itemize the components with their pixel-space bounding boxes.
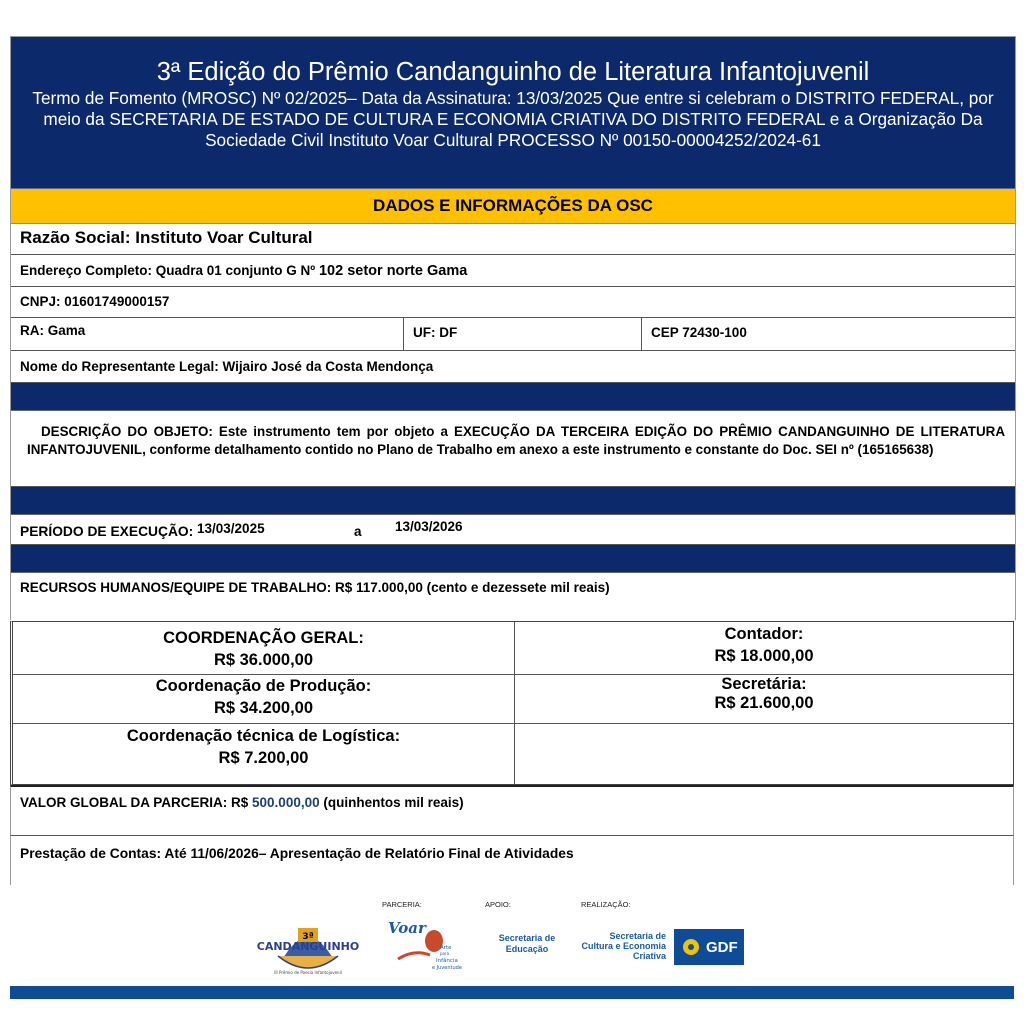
contador-valor: R$ 18.000,00 (714, 647, 814, 665)
voar-cape (398, 953, 430, 959)
gdf-flower-icon (676, 932, 706, 962)
secretaria-valor: R$ 21.600,00 (714, 694, 814, 712)
contador-label: Contador: (724, 625, 804, 643)
divider-bar (11, 383, 1015, 411)
periodo-fim: 13/03/2026 (395, 519, 463, 534)
valor-extenso: (quinhentos mil reais) (323, 795, 464, 810)
representante-legal: Nome do Representante Legal: Wijairo José da Costa Mendonça (11, 351, 1015, 383)
document-header (11, 37, 1015, 189)
document-title: 3ª Edição do Prêmio Candanguinho de Literatura Infantojuvenil (156, 58, 870, 86)
cell-coord-producao (13, 675, 515, 724)
endereco-rest: 102 setor norte Gama (318, 263, 468, 279)
voar-logo (384, 915, 464, 973)
divider-bar (11, 487, 1015, 515)
realizacao-label: REALIZAÇÃO: (581, 900, 631, 909)
recursos-humanos: RECURSOS HUMANOS/EQUIPE DE TRABALHO: R$ 117.000,00 (cento e dezessete mil reais) (20, 580, 610, 595)
document-subtitle: Termo de Fomento (MROSC) Nº 02/2025– Data da Assinatura: 13/03/2025 Que entre si celebram o DISTRITO FEDERAL, por meio da SECRETARIA DE ESTADO DE CULTURA E ECONOMIA CRIATIVA DO DISTRITO FEDERAL e a Organização Da Sociedade Civil Instituto Voar Cultural PROCESSO Nº 00150-00004252/2024-61 (32, 88, 994, 150)
ra: RA: Gama (11, 318, 404, 350)
descricao-text: DESCRIÇÃO DO OBJETO: Este instrumento tem por objeto a EXECUÇÃO DA TERCEIRA EDIÇÃO DO PRÊMIO CANDANGUINHO DE LITERATURA INFANTOJUVENIL, conforme detalhamento contido no Plano de Trabalho em anexo a este instrumento e constante do Doc. SEI nº (165165638) (27, 424, 1005, 457)
candanguinho-logo (254, 910, 362, 976)
logo-cand-sub: III Prêmio de Poesia Infantojuvenil (274, 970, 342, 975)
uf: UF: DF (404, 318, 642, 350)
periodo-inicio: 13/03/2025 (197, 521, 265, 536)
section-title: DADOS E INFORMAÇÕES DA OSC (11, 189, 1015, 224)
endereco-label: Endereço Completo: Quadra 01 conjunto G Nº (20, 263, 316, 278)
logo-base (278, 956, 338, 968)
cell-secretaria (515, 675, 1013, 724)
periodo-execucao (11, 515, 1015, 545)
coord-logistica-valor: R$ 7.200,00 (218, 749, 309, 767)
ra-uf-cep-row (11, 318, 1015, 351)
voar-sub3: Infância (436, 958, 458, 964)
voar-sub4: e Juventude (432, 965, 462, 971)
equipe-table (10, 621, 1014, 785)
secretaria-label: Secretária: (721, 675, 807, 693)
prestacao-contas: Prestação de Contas: Até 11/06/2026– Apresentação de Relatório Final de Atividades (10, 836, 1014, 885)
voar-sub2: para (440, 951, 450, 956)
valor-amount: 500.000,00 (252, 795, 320, 810)
cell-coord-logistica (13, 724, 515, 784)
footer-bar (10, 986, 1014, 999)
voar-sub1: Arte (440, 945, 452, 951)
logo-badge-text: 3ª (302, 932, 314, 942)
razao-social: Razão Social: Instituto Voar Cultural (11, 224, 1015, 255)
coord-producao-valor: R$ 34.200,00 (213, 699, 314, 717)
cell-contador (515, 622, 1013, 675)
descricao-objeto (11, 411, 1015, 487)
secretaria-cultura-logo: Secretaria de Cultura e Economia Criativa (581, 931, 666, 961)
secretaria-educacao-logo: Secretaria de Educação (498, 933, 556, 954)
cep: CEP 72430-100 (651, 325, 747, 340)
coord-geral-valor: R$ 36.000,00 (213, 651, 314, 669)
gdf-text: GDF (706, 939, 738, 956)
coord-producao-label: Coordenação de Produção: (155, 677, 372, 695)
divider-bar (11, 545, 1015, 573)
cell-empty (515, 724, 1013, 784)
periodo-sep: a (354, 524, 362, 539)
periodo-label: PERÍODO DE EXECUÇÃO: (20, 524, 194, 539)
cell-coord-geral (13, 622, 515, 675)
document-sheet (10, 36, 1016, 620)
coord-geral-label: COORDENAÇÃO GERAL: (163, 629, 364, 647)
valor-label: VALOR GLOBAL DA PARCERIA: R$ (20, 795, 249, 810)
coord-logistica-label: Coordenação técnica de Logística: (126, 727, 401, 745)
parceria-label: PARCERIA: (382, 900, 422, 909)
endereco (11, 255, 1015, 287)
apoio-label: APOIO: (485, 900, 511, 909)
logo-cand-text: CANDANGUINHO (256, 940, 360, 953)
cnpj: CNPJ: 01601749000157 (11, 287, 1015, 318)
voar-text: Voar (388, 919, 426, 937)
valor-global (10, 785, 1014, 836)
